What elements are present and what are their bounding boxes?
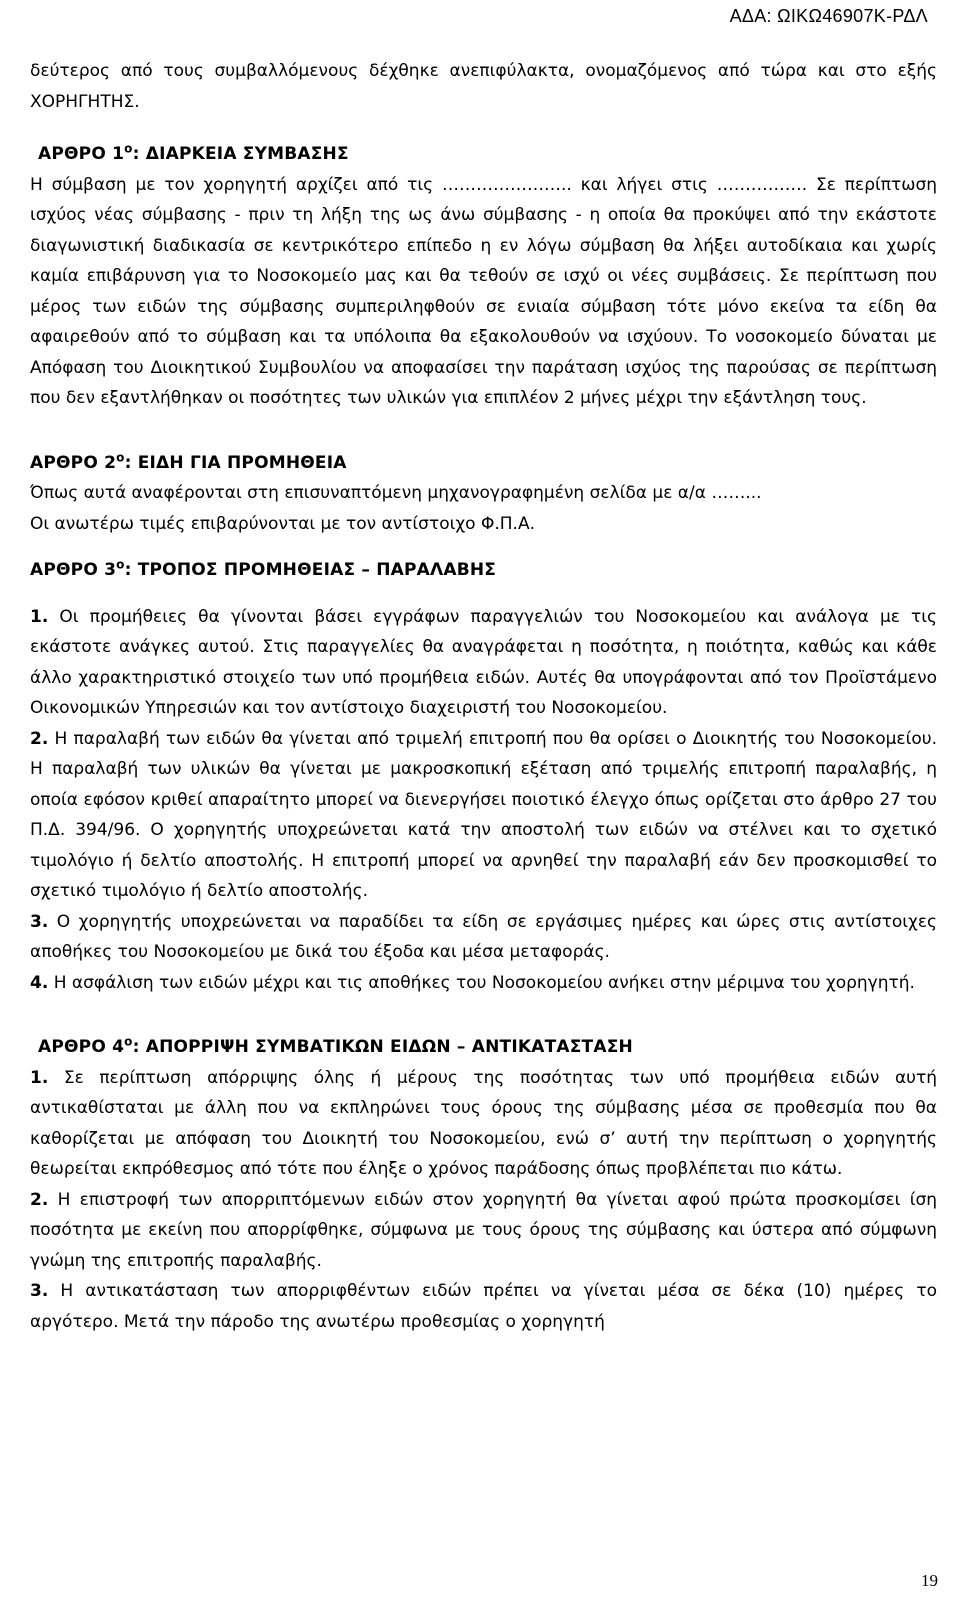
article-2-title: ΑΡΘΡΟ 2 xyxy=(30,452,117,473)
article-4-heading xyxy=(30,1032,937,1063)
item-text: Η επιστροφή των απορριπτόμενων ειδών στον χορηγητή θα γίνεται αφού πρώτα προσκομίσει ίση ποσότητα με εκείνη που απορρίφθηκε, σύμφωνα με τους όρους της σύμβασης και ύστερα από σύμφωνη γνώμη της επιτροπής παραλαβής. xyxy=(30,1189,937,1271)
article-2-text-1: Όπως αυτά αναφέρονται στη επισυναπτόμενη μηχανογραφημένη σελίδα με α/α ……... xyxy=(30,483,762,503)
item-number: 1. xyxy=(30,1067,49,1088)
article-2-text-2: Οι ανωτέρω τιμές επιβαρύνονται με τον αντίστοιχο Φ.Π.Α. xyxy=(30,513,535,534)
article-1-title: ΑΡΘΡΟ 1 xyxy=(38,144,125,164)
article-3-title: ΑΡΘΡΟ 3 xyxy=(30,560,117,580)
article-4-sup: ο xyxy=(124,1034,133,1049)
item-text: Σε περίπτωση απόρριψης όλης ή μέρους της ποσότητας των υπό προμήθεια ειδών αυτή αντικαθίσταται με άλλη που να εκπληρώνει τους όρους της σύμβασης μέσα σε προθεσμία που θα καθορίζεται με απόφαση του Διοικητή του Νοσοκομείου, ενώ σ’ αυτή την περίπτωση ο χορηγητής θεωρείται εκπρόθεσμος από τότε που έληξε ο χρόνος παράδοσης όπως προβλέπεται πιο κάτω. xyxy=(30,1067,937,1179)
article-1-heading xyxy=(30,139,937,170)
item-number: 2. xyxy=(30,1189,49,1210)
item-text: Η παραλαβή των ειδών θα γίνεται από τριμελή επιτροπή που θα ορίσει ο Διοικητής του Νοσοκομείου. Η παραλαβή των υλικών θα γίνεται με μακροσκοπική εξέταση από τριμελής επιτροπή παραλαβής, η οποία εφόσον κριθεί απαραίτητο μπορεί να διενεργήσει ποιοτικό έλεγχο όπως ορίζεται στο άρθρο 27 του Π.Δ. 394/96. Ο χορηγητής υποχρεώνεται κατά την αποστολή των ειδών να στέλνει και το σχετικό τιμολόγιο ή δελτίο αποστολής. Η επιτροπή μπορεί να αρνηθεί την παραλαβή εάν δεν προσκομισθεί το σχετικό τιμολόγιο ή δελτίο αποστολής. xyxy=(30,728,937,901)
item-text: Οι προμήθειες θα γίνονται βάσει εγγράφων παραγγελιών του Νοσοκομείου και ανάλογα με τις εκάστοτε ανάγκες αυτού. Στις παραγγελίες θα αναγράφεται η ποσότητα, η ποιότητα, καθώς και κάθε άλλο χαρακτηριστικό στοιχείο των υπό προμήθεια ειδών. Αυτές θα υπογράφονται από τον Προϊστάμενο Οικονομικών Υπηρεσιών και τον αντίστοιχο διαχειριστή του Νοσοκομείου. xyxy=(30,606,938,718)
article-3-heading xyxy=(30,555,937,586)
article-3-item-3 xyxy=(30,907,937,968)
document-body xyxy=(30,56,937,1337)
article-1-sup: ο xyxy=(124,141,133,156)
article-3-item-4 xyxy=(30,968,937,999)
item-number: 3. xyxy=(30,911,49,932)
item-number: 3. xyxy=(30,1281,49,1301)
item-number: 4. xyxy=(30,972,49,993)
intro-paragraph: δεύτερος από τους συμβαλλόμενους δέχθηκε ανεπιφύλακτα, ονομαζόμενος από τώρα και στο εξής ΧΟΡΗΓΗΤΗΣ. xyxy=(30,61,937,112)
article-2-subtitle: : ΕΙΔΗ ΓΙΑ ΠΡΟΜΗΘΕΙΑ xyxy=(124,452,347,473)
item-number: 1. xyxy=(30,606,49,627)
article-4-item-1 xyxy=(30,1063,937,1185)
article-3-item-1 xyxy=(30,602,937,724)
article-4-item-3 xyxy=(30,1276,937,1337)
article-1-subtitle: : ΔΙΑΡΚΕΙΑ ΣΥΜΒΑΣΗΣ xyxy=(132,144,349,164)
article-4-title: ΑΡΘΡΟ 4 xyxy=(38,1037,125,1057)
article-4-subtitle: : ΑΠΟΡΡΙΨΗ ΣΥΜΒΑΤΙΚΩΝ ΕΙΔΩΝ – ΑΝΤΙΚΑΤΑΣΤΑΣΗ xyxy=(132,1037,633,1057)
article-4-item-2 xyxy=(30,1185,937,1277)
page-number: 19 xyxy=(921,1571,938,1590)
item-number: 2. xyxy=(30,728,49,749)
item-text: Η αντικατάσταση των απορριφθέντων ειδών πρέπει να γίνεται μέσα σε δέκα (10) ημέρες το αργότερο. Μετά την πάροδο της ανωτέρω προθεσμίας ο χορηγητή xyxy=(30,1281,937,1332)
article-1-text: Η σύμβαση με τον χορηγητή αρχίζει από τις ………………….. και λήγει στις ……………. Σε περίπτωση ισχύος νέας σύμβασης - πριν τη λήξη της ως άνω σύμβασης - η οποία θα προκύψει από την εκάστοτε διαγωνιστική διαδικασία σε κεντρικότερο επίπεδο η εν λόγω σύμβαση θα λήξει αυτοδίκαια και χωρίς καμία επιβάρυνση για το Νοσοκομείο μας και θα τεθούν σε ισχύ οι νέες συμβάσεις. Σε περίπτωση που μέρος των ειδών της σύμβασης συμπεριληφθούν σε ενιαία σύμβαση τότε μόνο εκείνα τα είδη θα αφαιρεθούν από το σύμβαση και τα υπόλοιπα θα εξακολουθούν να ισχύουν. Το νοσοκομείο δύναται με Απόφαση του Διοικητικού Συμβουλίου να αποφασίσει την παράταση ισχύος της παρούσας σε περίπτωση που δεν εξαντλήθηκαν οι ποσότητες των υλικών για επιπλέον 2 μήνες μέχρι την εξάντληση τους. xyxy=(30,174,937,408)
item-text: Ο χορηγητής υποχρεώνεται να παραδίδει τα είδη σε εργάσιμες ημέρες και ώρες στις αντίστοιχες αποθήκες του Νοσοκομείου με δικά του έξοδα και μέσα μεταφοράς. xyxy=(30,911,937,962)
ada-code: ΑΔΑ: ΩΙΚΩ46907Κ-ΡΔΛ xyxy=(729,6,928,26)
article-2-sup: ο xyxy=(116,449,125,464)
article-2-heading xyxy=(30,448,937,479)
article-3-item-2 xyxy=(30,724,937,907)
article-3-subtitle: : ΤΡΟΠΟΣ ΠΡΟΜΗΘΕΙΑΣ – ΠΑΡΑΛΑΒΗΣ xyxy=(124,560,497,580)
article-3-sup: ο xyxy=(116,557,125,572)
item-text: Η ασφάλιση των ειδών μέχρι και τις αποθήκες του Νοσοκομείου ανήκει στην μέριμνα του χορηγητή. xyxy=(53,972,915,993)
